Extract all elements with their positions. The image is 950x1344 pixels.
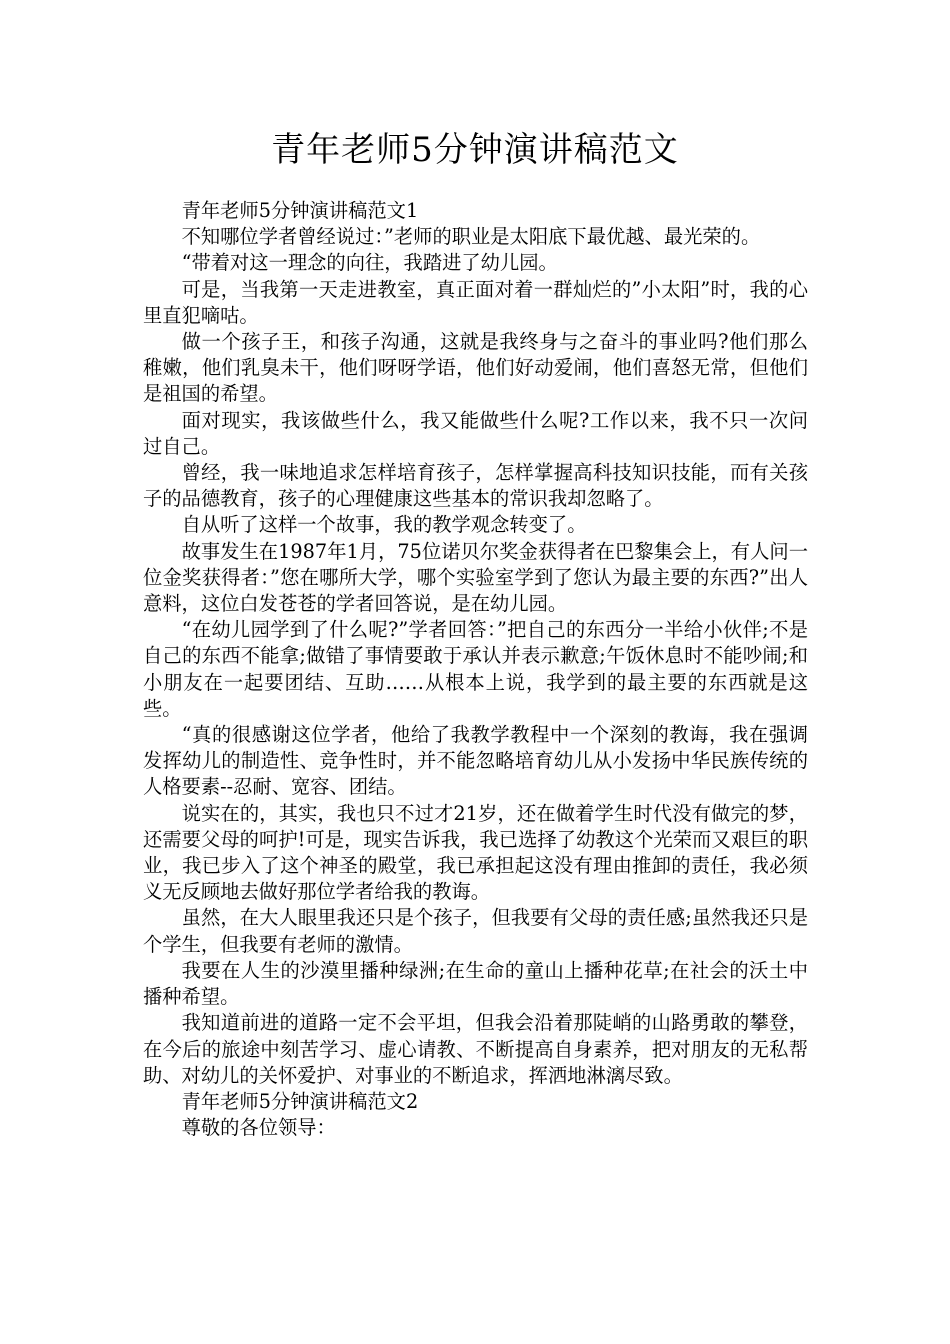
paragraph: 可是，当我第一天走进教室，真正面对着一群灿烂的”小太阳”时，我的心里直犯嘀咕。 xyxy=(143,277,808,327)
paragraph: 做一个孩子王，和孩子沟通，这就是我终身与之奋斗的事业吗?他们那么稚嫩，他们乳臭未干，他们呀呀学语，他们好动爱闹，他们喜怒无常，但他们是祖国的希望。 xyxy=(143,330,808,406)
document-title: 青年老师5分钟演讲稿范文 xyxy=(271,130,679,170)
paragraph: “在幼儿园学到了什么呢?”学者回答：”把自己的东西分一半给小伙伴;不是自己的东西不能拿;做错了事情要敢于承认并表示歉意;午饭休息时不能吵闹;和小朋友在一起要团结、互助……从根本上说，我学到的最主要的东西就是这些。 xyxy=(143,618,808,720)
paragraph: 说实在的，其实，我也只不过才21岁，还在做着学生时代没有做完的梦，还需要父母的呵护!可是，现实告诉我，我已选择了幼教这个光荣而又艰巨的职业，我已步入了这个神圣的殿堂，我已承担起这没有理由推卸的责任，我必须义无反顾地去做好那位学者给我的教诲。 xyxy=(143,801,808,904)
paragraph: “真的很感谢这位学者，他给了我教学教程中一个深刻的教诲，我在强调发挥幼儿的制造性、竞争性时，并不能忽略培育幼儿从小发扬中华民族传统的人格要素--忍耐、宽容、团结。 xyxy=(143,723,808,799)
salutation: 尊敬的各位领导： xyxy=(181,1116,336,1140)
paragraph: 我知道前进的道路一定不会平坦，但我会沿着那陡峭的山路勇敢的攀登，在今后的旅途中刻苦学习、虚心请教、不断提高自身素养，把对朋友的无私帮助、对幼儿的关怀爱护、对事业的不断追求，挥洒地淋漓尽致。 xyxy=(143,1011,808,1087)
paragraph: 面对现实，我该做些什么，我又能做些什么呢?工作以来，我不只一次问过自己。 xyxy=(143,408,808,458)
document-body xyxy=(143,198,808,1141)
section-heading-2: 青年老师5分钟演讲稿范文2 xyxy=(181,1089,419,1113)
paragraph: 我要在人生的沙漠里播种绿洲;在生命的童山上播种花草;在社会的沃土中播种希望。 xyxy=(143,958,808,1009)
section-heading-1: 青年老师5分钟演讲稿范文1 xyxy=(181,199,419,222)
paragraph: “带着对这一理念的向往，我踏进了幼儿园。 xyxy=(181,251,558,275)
paragraph: 自从听了这样一个故事，我的教学观念转变了。 xyxy=(181,513,587,537)
paragraph: 虽然，在大人眼里我还只是个孩子，但我要有父母的责任感;虽然我还只是个学生，但我要有老师的激情。 xyxy=(143,906,808,956)
paragraph: 故事发生在1987年1月，75位诺贝尔奖金获得者在巴黎集会上，有人问一位金奖获得者：”您在哪所大学，哪个实验室学到了您认为最主要的东西?”出人意料，这位白发苍苍的学者回答说，是在幼儿园。 xyxy=(143,539,808,616)
paragraph: 不知哪位学者曾经说过：”老师的职业是太阳底下最优越、最光荣的。 xyxy=(181,225,761,249)
paragraph: 曾经，我一味地追求怎样培育孩子，怎样掌握高科技知识技能，而有关孩子的品德教育，孩子的心理健康这些基本的常识我却忽略了。 xyxy=(143,461,808,511)
